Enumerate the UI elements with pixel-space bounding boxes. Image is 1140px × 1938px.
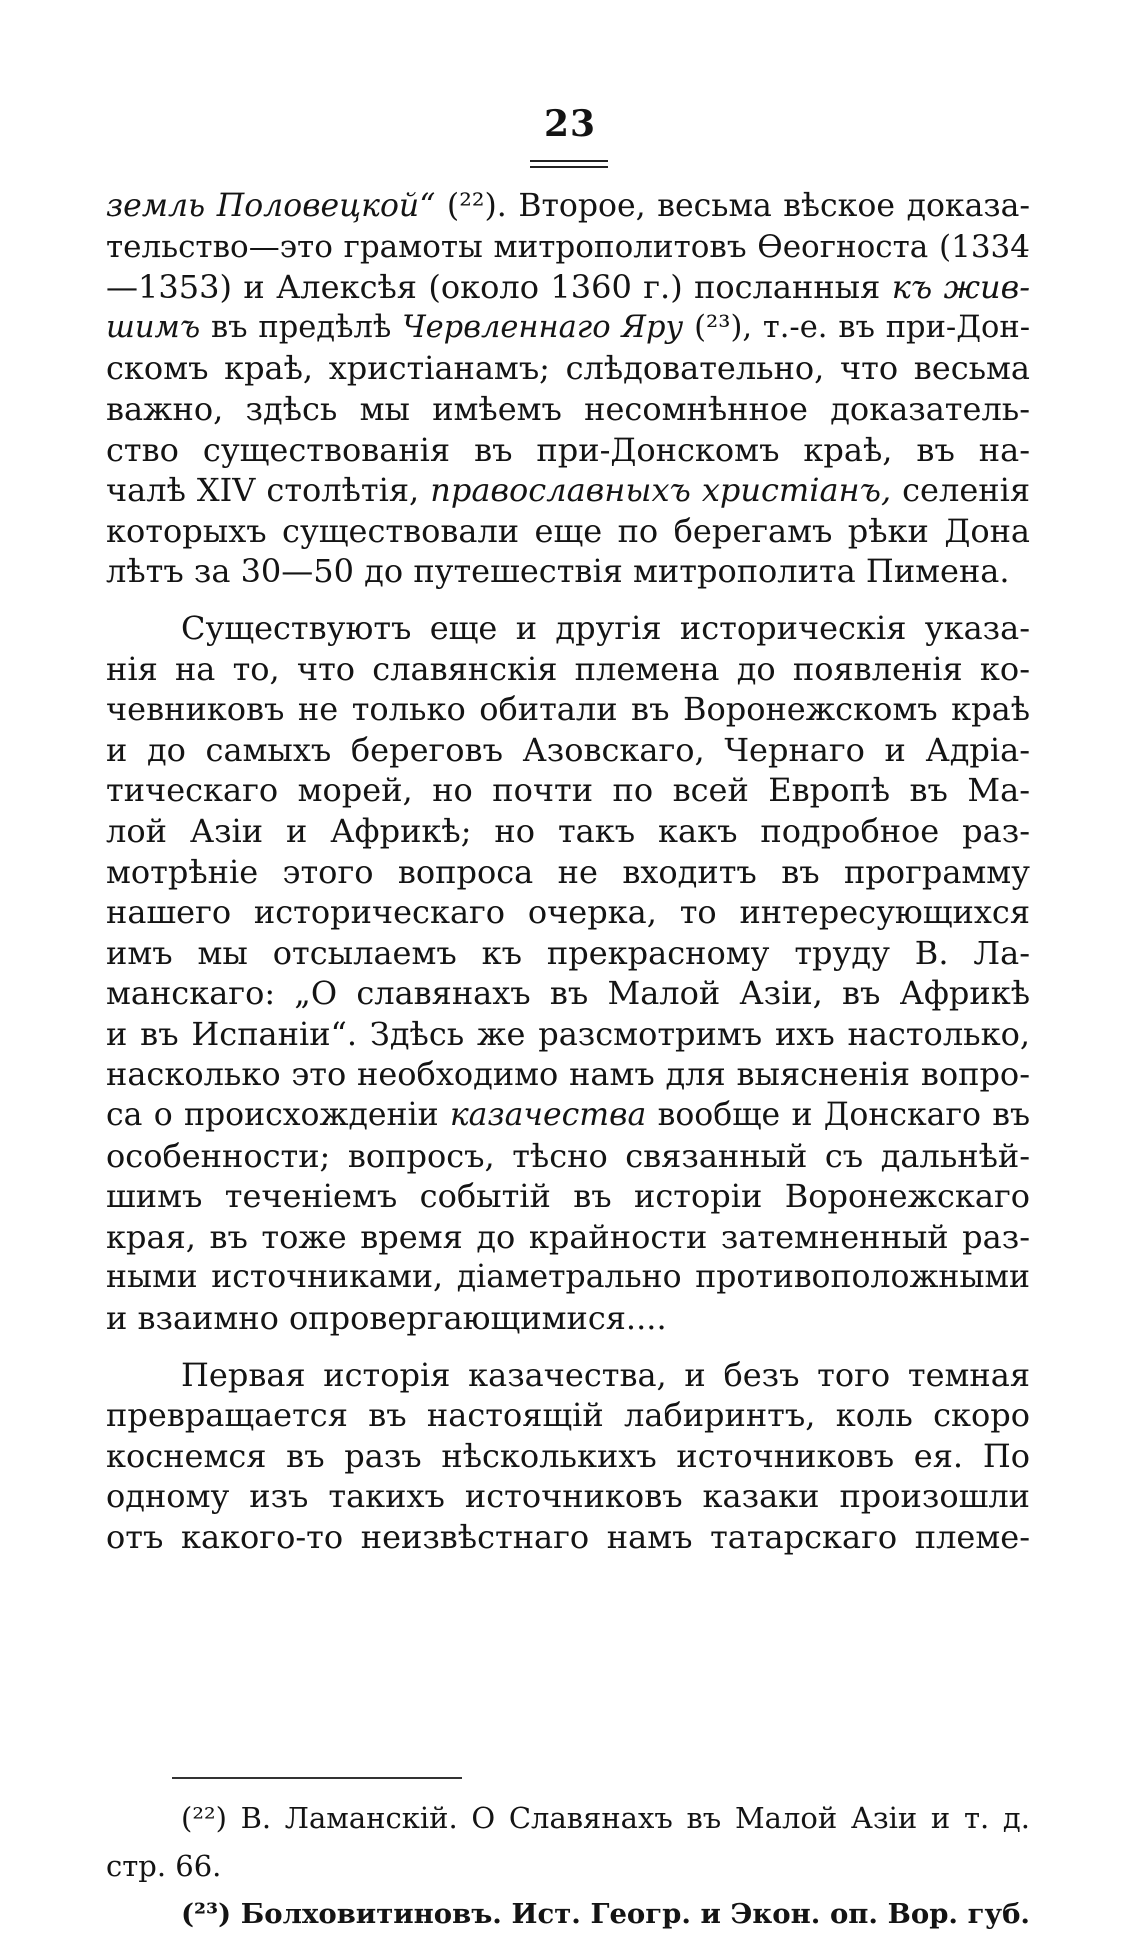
text-run: Существуютъ еще и другія историческія указа-: [181, 608, 1030, 647]
text-line: [106, 1095, 1030, 1136]
text-run: селенія: [891, 471, 1031, 510]
text-run: (²³), т.-е. въ при-Дон-: [683, 309, 1030, 345]
footnote-line: стр. 66.: [106, 1849, 222, 1883]
text-run: чалѣ XIV столѣтія,: [106, 471, 431, 510]
text-line: [106, 608, 1030, 649]
text-run: (²²). Второе, весьма вѣское доказа-: [435, 188, 1030, 224]
text-line: [106, 1014, 1030, 1055]
italic-text: Червленнаго Яру: [402, 309, 684, 345]
text-run: превращается въ настоящій лабиринтъ, коль скоро: [106, 1396, 1030, 1435]
text-line: [106, 1298, 1030, 1339]
italic-text: земль Половецкой“: [106, 188, 436, 224]
text-run: которыхъ существовали еще по берегамъ рѣки Дона: [106, 511, 1030, 550]
text-run: края, въ тоже время до крайности затемненный раз-: [106, 1217, 1030, 1256]
text-line: [106, 933, 1030, 974]
text-line: [106, 649, 1030, 690]
text-run: Первая исторія казачества, и безъ того темная: [181, 1355, 1030, 1394]
page-number: 23: [543, 103, 597, 145]
text-run: въ предѣлѣ: [200, 309, 403, 345]
text-line: [106, 973, 1030, 1014]
text-run: имъ мы отсылаемъ къ прекрасному труду В. Ла-: [106, 933, 1030, 972]
text-line: [106, 1136, 1030, 1177]
text-line: [106, 1517, 1030, 1558]
text-line: [106, 470, 1030, 511]
text-run: шимъ теченіемъ событій въ исторіи Воронежскаго: [106, 1177, 1030, 1216]
italic-text: православныхъ христіанъ,: [430, 471, 892, 510]
text-line: [106, 1355, 1030, 1396]
text-line: [106, 1217, 1030, 1258]
text-run: скомъ краѣ, христіанамъ; слѣдовательно, что весьма: [106, 349, 1030, 388]
text-run: вообще и Донскаго въ: [646, 1097, 1030, 1134]
text-run: коснемся въ разъ нѣсколькихъ источниковъ ея. По: [106, 1436, 1030, 1475]
text-line: [106, 1436, 1030, 1477]
italic-text: казачества: [449, 1097, 647, 1134]
text-line: [106, 1054, 1030, 1095]
text-run: тическаго морей, но почти по всей Европѣ въ Ма-: [106, 771, 1030, 810]
text-line: [106, 186, 1030, 227]
text-line: [106, 689, 1030, 730]
text-line: [106, 267, 1030, 308]
text-run: одному изъ такихъ источниковъ казаки произошли: [106, 1477, 1030, 1516]
text-line: [106, 430, 1030, 471]
footnote-1: [106, 1794, 1030, 1890]
text-line: [106, 389, 1030, 430]
page-number-rule-bottom: [530, 166, 608, 168]
text-run: манскаго: „О славянахъ въ Малой Азіи, въ Африкѣ: [106, 974, 1030, 1013]
paragraph-gap: [106, 1339, 1030, 1355]
body-text: [106, 186, 1030, 1558]
text-line: [106, 511, 1030, 552]
footnote-2: [106, 1890, 1030, 1938]
text-run: тельство—это грамоты митрополитовъ Ѳеогноста (1334: [106, 228, 1030, 265]
text-line: [106, 770, 1030, 811]
text-run: лѣтъ за 30—50 до путешествія митрополита Пимена.: [106, 552, 1010, 591]
footnote-separator: [172, 1777, 462, 1779]
text-run: и до самыхъ береговъ Азовскаго, Чернаго и Адріа-: [106, 730, 1030, 769]
text-line: [106, 308, 1030, 349]
footnote-line: (²²) В. Ламанскій. О Славянахъ въ Малой Азіи и т. д.: [181, 1801, 1030, 1835]
text-line: [106, 227, 1030, 268]
italic-text: шимъ: [106, 309, 201, 345]
text-run: важно, здѣсь мы имѣемъ несомнѣнное доказатель-: [106, 389, 1030, 428]
italic-text: къ жив-: [891, 268, 1031, 307]
paragraph-gap: [106, 592, 1030, 608]
text-run: нія на то, что славянскія племена до появленія ко-: [106, 649, 1030, 688]
footnotes: [106, 1794, 1030, 1938]
text-line: [106, 348, 1030, 389]
text-run: насколько это необходимо намъ для выясненія вопро-: [106, 1055, 1030, 1094]
text-run: и взаимно опровергающимися....: [106, 1299, 667, 1338]
text-line: [106, 1176, 1030, 1217]
text-run: —1353) и Алексѣя (около 1360 г.) посланныя: [106, 268, 892, 307]
text-run: отъ какого-то неизвѣстнаго намъ татарскаго племе-: [106, 1518, 1030, 1556]
page-number-rule-top: [530, 160, 608, 162]
text-run: чевниковъ не только обитали въ Воронежскомъ краѣ: [106, 690, 1030, 729]
text-run: ство существованія въ при-Донскомъ краѣ, въ на-: [106, 430, 1030, 469]
text-line: [106, 730, 1030, 771]
text-line: [106, 892, 1030, 933]
text-line: [106, 1395, 1030, 1436]
text-line: [106, 1257, 1030, 1298]
text-line: [106, 811, 1030, 852]
text-run: особенности; вопросъ, тѣсно связанный съ дальнѣй-: [106, 1136, 1030, 1175]
text-run: и въ Испаніи“. Здѣсь же разсмотримъ ихъ настолько,: [106, 1014, 1030, 1053]
text-line: [106, 551, 1030, 592]
text-line: [106, 852, 1030, 893]
text-run: мотрѣніе этого вопроса не входитъ въ программу: [106, 852, 1030, 891]
text-run: нашего историческаго очерка, то интересующихся: [106, 893, 1030, 932]
text-run: лой Азіи и Африкѣ; но такъ какъ подробное раз-: [106, 811, 1030, 850]
text-run: са о происхожденіи: [106, 1097, 450, 1134]
footnote-line: (²³) Болховитиновъ. Ист. Геогр. и Экон. оп. Вор. губ.: [181, 1898, 1030, 1930]
text-line: [106, 1476, 1030, 1517]
text-run: ными источниками, діаметрально противоположными: [106, 1259, 1030, 1296]
